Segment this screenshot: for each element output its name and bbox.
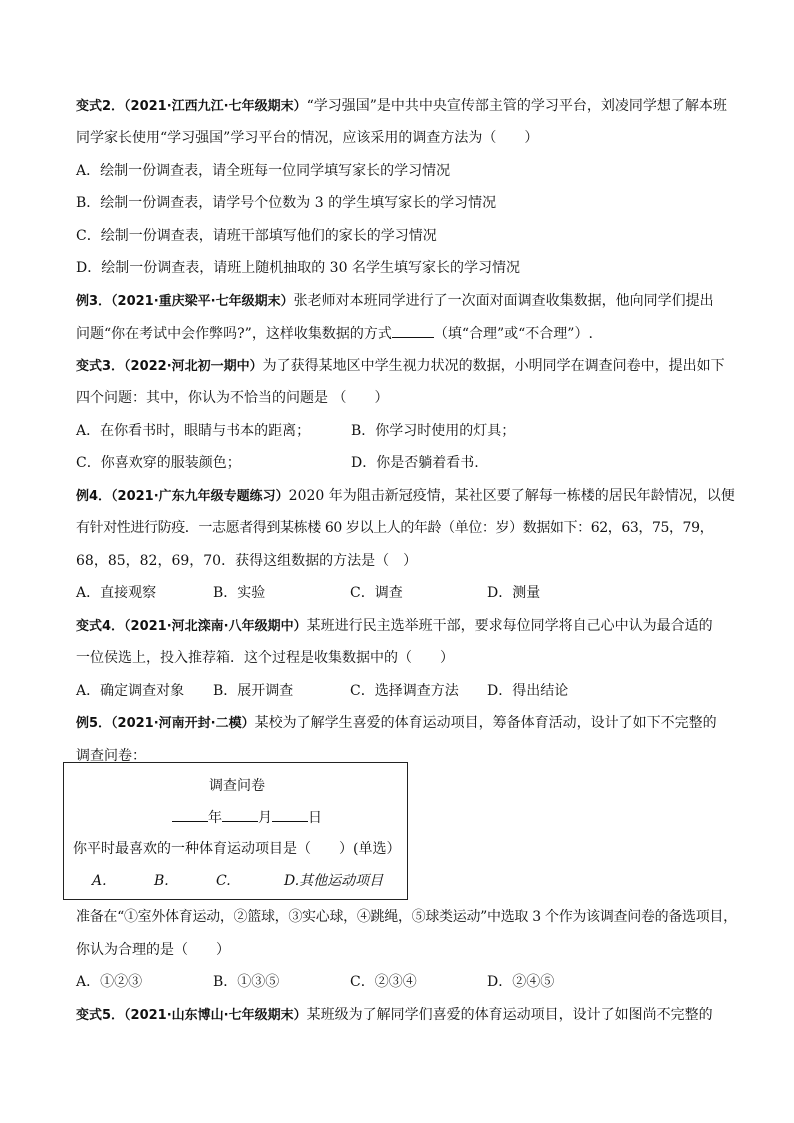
q5-option-d: D．得出结论 <box>487 682 569 699</box>
survey-title: 调查问卷 <box>209 778 265 794</box>
q3-option-a: A．在你看书时，眼睛与书本的距离； <box>76 422 311 439</box>
survey-choice-a: A. <box>92 873 107 889</box>
q2-line-1: 例3．（2021·重庆梁平·七年级期末）张老师对本班同学进行了一次面对面调查收集数据，他向同学们提出 <box>76 292 714 309</box>
survey-choice-c: C. <box>216 873 231 889</box>
q7-line-1: 变式5．（2021·山东博山·七年级期末）某班级为了解同学们喜爱的体育运动项目，设计了如图尚不完整的 <box>76 1006 713 1023</box>
q2-answer-blank[interactable] <box>392 323 434 338</box>
q5-tag: 变式4．（2021·河北滦南·八年级期中） <box>76 618 307 634</box>
q3-option-c: C．你喜欢穿的服装颜色； <box>76 455 241 471</box>
q1-line-2: 同学家长使用“学习强国”学习平台的情况，应该采用的调查方法为（ ） <box>76 130 539 146</box>
q3-options-row-1 <box>76 421 726 441</box>
q7-tag: 变式5．（2021·山东博山·七年级期末） <box>76 1007 307 1023</box>
q5-option-c: C．选择调查方法 <box>350 682 459 699</box>
q4-line-2: 有针对性进行防疫．一志愿者得到某栋楼 60 岁以上人的年龄（单位：岁）数据如下：62，63，75，79， <box>76 520 714 536</box>
q4-option-b: B．实验 <box>213 585 266 601</box>
q1-option-d: D．绘制一份调查表，请班上随机抽取的 30 名学生填写家长的学习情况 <box>76 260 520 276</box>
q4-line-3: 68，85，82，69，70．获得这组数据的方法是（ ） <box>76 552 418 569</box>
q6-option-d: D．②④⑤ <box>487 974 555 990</box>
survey-question: 你平时最喜欢的一种体育运动项目是（ ）(单选） <box>73 841 401 857</box>
day-blank[interactable] <box>272 807 308 822</box>
q2-tag: 例3．（2021·重庆梁平·七年级期末） <box>76 293 294 309</box>
survey-questionnaire-box <box>63 762 408 900</box>
q3-line-2: 四个问题：其中，你认为不恰当的问题是 （ ） <box>76 390 389 406</box>
q6-line-2: 调查问卷： <box>76 747 146 764</box>
q3-option-d: D．你是否躺着看书. <box>351 455 479 471</box>
survey-choice-d: D.其他运动项目 <box>284 873 384 889</box>
q6-options <box>76 972 726 992</box>
q1-option-b: B．绘制一份调查表，请学号个位数为 3 的学生填写家长的学习情况 <box>76 195 497 211</box>
worksheet-page <box>76 96 735 778</box>
q5-options <box>76 681 726 701</box>
q1-option-a: A．绘制一份调查表，请全班每一位同学填写家长的学习情况 <box>76 162 451 179</box>
q1-line-1: 变式2．（2021·江西九江·七年级期末）“学习强国”是中共中央宣传部主管的学习平台，刘凌同学想了解本班 <box>76 98 727 114</box>
q6-option-a: A．①②③ <box>76 974 143 990</box>
q4-option-d: D．测量 <box>487 585 541 601</box>
q3-options-row-2 <box>76 453 726 473</box>
q6-line-1: 例5．（2021·河南开封·二模）某校为了解学生喜爱的体育运动项目，筹备体育活动，设计了如下不完整的 <box>76 715 717 731</box>
q1-option-c: C．绘制一份调查表，请班干部填写他们的家长的学习情况 <box>76 227 437 244</box>
q3-tag: 变式3．（2022·河北初一期中） <box>76 358 263 374</box>
q6-tag: 例5．（2021·河南开封·二模） <box>76 716 255 731</box>
q4-option-c: C．调查 <box>350 585 403 601</box>
q6-line-3: 准备在“①室外体育运动，②篮球，③实心球，④跳绳，⑤球类运动”中选取 3 个作为该调查问卷的备选项目， <box>76 909 737 925</box>
year-blank[interactable] <box>172 807 208 822</box>
q4-options <box>76 583 726 603</box>
q6-option-b: B．①③⑤ <box>213 974 280 990</box>
q3-option-b: B．你学习时使用的灯具； <box>351 422 516 439</box>
q5-option-b: B．展开调查 <box>213 682 294 699</box>
survey-date-row: 年 月 日 <box>172 807 322 828</box>
month-blank[interactable] <box>222 807 258 822</box>
q4-option-a: A．直接观察 <box>76 585 157 601</box>
q6-line-4: 你认为合理的是（ ） <box>76 941 230 958</box>
q1-tag: 变式2．（2021·江西九江·七年级期末） <box>76 99 307 114</box>
q6-option-c: C．②③④ <box>350 974 417 990</box>
q5-line-2: 一位侯选上，投入推荐箱．这个过程是收集数据中的（ ） <box>76 650 454 666</box>
q3-line-1: 变式3．（2022·河北初一期中）为了获得某地区中学生视力状况的数据，小明同学在调查问卷中，提出如下 <box>76 357 725 374</box>
q5-line-1: 变式4．（2021·河北滦南·八年级期中）某班进行民主选举班干部，要求每位同学将自己心中认为最合适的 <box>76 617 713 634</box>
worksheet-page-continued <box>76 907 737 1037</box>
q2-line-2: 问题“你在考试中会作弊吗?”，这样收集数据的方式 （填“合理”或“不合理”）. <box>76 323 726 343</box>
q5-option-a: A．确定调查对象 <box>76 682 185 699</box>
survey-choice-b: B. <box>154 873 169 889</box>
q4-line-1: 例4．（2021·广东九年级专题练习）2020 年为阻击新冠疫情，某社区要了解每一栋楼的居民年龄情况，以便 <box>76 487 735 504</box>
q4-tag: 例4．（2021·广东九年级专题练习） <box>76 488 289 504</box>
